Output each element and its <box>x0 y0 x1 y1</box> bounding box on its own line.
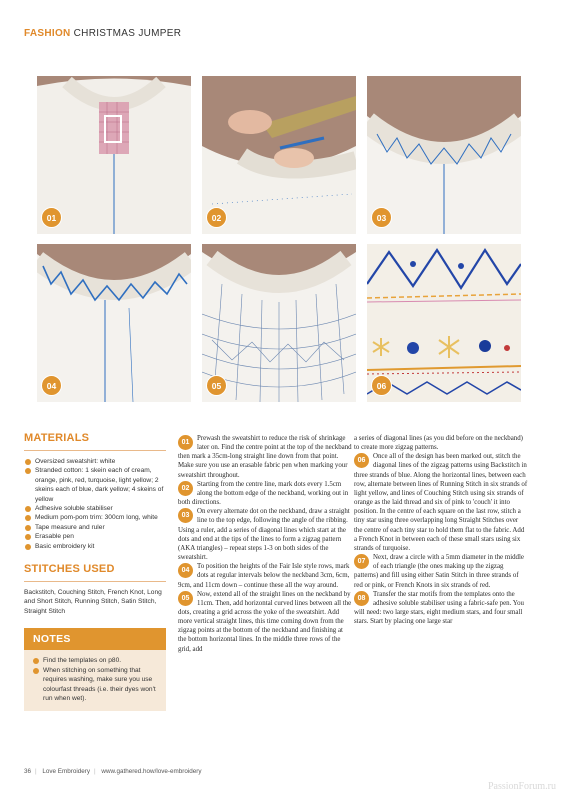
publication-url: www.gathered.how/love-embroidery <box>101 768 202 775</box>
step-photo-06 <box>367 244 521 402</box>
list-item: Find the templates on p80. <box>32 656 158 665</box>
bullet-icon <box>25 534 31 540</box>
stitches-text: Backstitch, Couching Stitch, French Knot, Long and Short Stitch, Running Stitch, Satin Stitch, Straight Stitch <box>24 589 162 615</box>
photo-number-badge: 04 <box>41 375 62 396</box>
list-item: Erasable pen <box>24 532 166 541</box>
bullet-icon <box>25 515 31 521</box>
step-number: 04 <box>178 563 193 578</box>
photo-number-badge: 06 <box>371 375 392 396</box>
publication-name: Love Embroidery <box>42 768 91 775</box>
step-photo-03 <box>367 76 521 234</box>
step-number: 05 <box>178 591 193 606</box>
instructions-column-1 <box>178 434 352 654</box>
bullet-icon <box>25 506 31 512</box>
step-number: 01 <box>178 435 193 450</box>
notes-body <box>24 650 166 711</box>
step-paragraph: 06 Once all of the design has been marked out, stitch the diagonal lines of the zigzag patterns using Backstitch in three strands of blue. Along the horizontal lines, between each row, alternate between lines of Running Stitch in six strands of light yellow, and lines of Couching Stitch using six strands of orange as the laid thread and six of pink to 'couch' it into position. In the centre of each square on the last row, stitch a tiny star using three overlapping long Straight Stitches over the centre of each tiny star to hold them flat to the fabric. Add a French Knot in between each of these small stars using six strands of turquoise. <box>354 453 528 552</box>
list-item: Basic embroidery kit <box>24 542 166 551</box>
notes-box <box>24 628 166 711</box>
bullet-icon <box>25 459 31 465</box>
photo-number-badge: 03 <box>371 207 392 228</box>
page-number: 36 <box>24 768 32 775</box>
photo-number-badge: 02 <box>206 207 227 228</box>
step-number: 07 <box>354 554 369 569</box>
footer-separator: | <box>94 768 96 775</box>
bullet-icon <box>25 468 31 474</box>
list-item: Tape measure and ruler <box>24 523 166 532</box>
list-item: Oversized sweatshirt: white <box>24 457 166 466</box>
section-label: FASHION <box>24 28 71 39</box>
list-item: When stitching on something that requires washing, make sure you use colourfast threads (i.e. their dyes won't run when wet). <box>32 666 158 704</box>
sidebar <box>24 432 166 711</box>
step-paragraph: 08 Transfer the star motifs from the templates onto the adhesive soluble stabiliser using a fabric-safe pen. You will need: two large stars, eight medium stars, and four small stars. Start by placing one large star <box>354 590 524 626</box>
step-photo-01 <box>37 76 191 234</box>
step-paragraph: 02 Starting from the centre line, mark dots every 1.5cm along the bottom edge of the neckband, working out in both directions. <box>178 480 349 507</box>
bullet-icon <box>33 658 39 664</box>
photo-number-badge: 05 <box>206 375 227 396</box>
step-photo-02 <box>202 76 356 234</box>
materials-heading: MATERIALS <box>24 432 90 444</box>
bullet-icon <box>25 544 31 550</box>
step-paragraph: 04 To position the heights of the Fair Isle style rows, mark dots at regular intervals below the neckband 3cm, 6cm, 9cm, and 11cm down – continue these all the way around. <box>178 563 350 589</box>
step-number: 02 <box>178 481 193 496</box>
photo-number-badge: 01 <box>41 207 62 228</box>
step-number: 03 <box>178 508 193 523</box>
article-title: CHRISTMAS JUMPER <box>73 28 182 39</box>
bullet-icon <box>33 668 39 674</box>
step-number: 08 <box>354 591 369 606</box>
divider <box>24 450 166 451</box>
watermark: PassionForum.ru <box>487 781 556 792</box>
list-item: Adhesive soluble stabiliser <box>24 504 166 513</box>
step-paragraph: 01 Prewash the sweatshirt to reduce the risk of shrinkage later on. Find the centre point at the top of the neckband then mark a 35cm-long straight line down from that point. Make sure you use an erasable fabric pen when marking your sweatshirt throughout. <box>178 435 352 479</box>
materials-list <box>24 457 166 551</box>
step-photo-05 <box>202 244 356 402</box>
step-number: 06 <box>354 453 369 468</box>
step-paragraph: 05 Now, extend all of the straight lines on the neckband by 11cm. Then, add horizontal curved lines between all the dots, creating a grid across the yoke of the sweatshirt. Add more vertical straight lines, this time coming down from the zigzag points at the bottom of the neckband and finishing at the bottom horizontal lines. In the middle three rows of the grid, add <box>178 590 352 653</box>
page-header <box>24 28 181 39</box>
footer-separator: | <box>35 768 37 775</box>
notes-heading: NOTES <box>24 628 166 650</box>
step-paragraph: 07 Next, draw a circle with a 5mm diameter in the middle of each triangle (the ones making up the zigzag patterns) and fill using either Satin Stitch in three strands of red or pink, or French Knots in six strands of red. <box>354 554 524 589</box>
list-item: Medium pom-pom trim: 300cm long, white <box>24 513 166 522</box>
divider <box>24 581 166 582</box>
page-footer <box>24 768 206 775</box>
list-item: Stranded cotton: 1 skein each of cream, orange, pink, red, turquoise, light yellow; 2 skeins each of blue, dark yellow; 4 skeins of yellow <box>24 466 166 504</box>
instructions-column-2 <box>354 434 528 626</box>
notes-list <box>32 656 158 703</box>
step-photo-04 <box>37 244 191 402</box>
bullet-icon <box>25 525 31 531</box>
step-paragraph: 03 On every alternate dot on the neckband, draw a straight line to the top edge, following the angle of the ribbing. Using a ruler, add a series of diagonal lines which start at the dots and end at the tips of the lines to form a zigzag pattern (AKA triangles) – repeat steps 1-3 on both sides of the sweatshirt. <box>178 508 350 562</box>
stitches-heading: STITCHES USED <box>24 563 115 576</box>
step-paragraph: a series of diagonal lines (as you did before on the neckband) to create more zigzag patterns. <box>354 435 523 452</box>
